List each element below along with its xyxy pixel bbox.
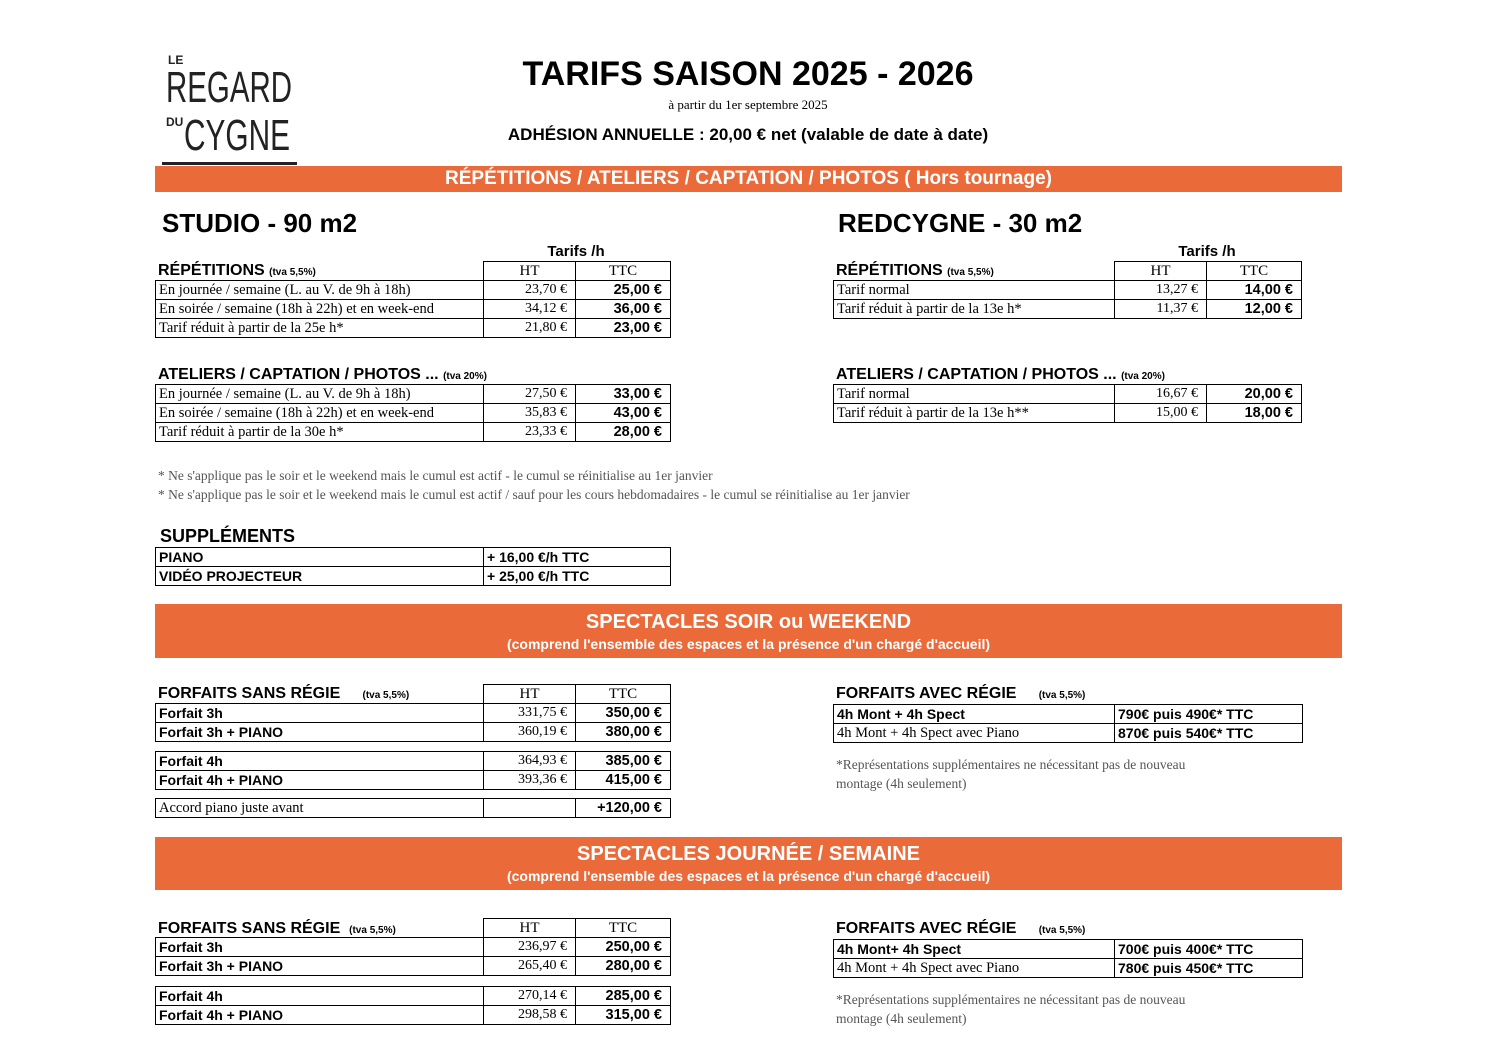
- price-ttc: 285,00 €: [576, 987, 671, 1006]
- redcygne-ateliers-table: [833, 384, 1302, 423]
- soir-avec-regie-table: [833, 704, 1303, 743]
- table-row: [156, 300, 671, 319]
- price-ht: 265,40 €: [484, 957, 576, 976]
- band-title: SPECTACLES JOURNÉE / SEMAINE: [576, 843, 921, 865]
- table-header-row: [156, 262, 671, 281]
- row-label: 4h Mont + 4h Spect avec Piano: [834, 724, 1115, 743]
- col-ht: HT: [1115, 262, 1207, 281]
- price-ht: 331,75 €: [484, 704, 576, 723]
- table-row: [156, 548, 671, 567]
- table-header-row: [156, 919, 671, 938]
- studio-ateliers-heading: [158, 366, 487, 384]
- table-row: [834, 300, 1302, 319]
- tva-note: (tva 20%): [443, 371, 487, 382]
- row-price: 700€ puis 400€* TTC: [1115, 940, 1303, 959]
- table-row: [156, 987, 671, 1006]
- row-label: Forfait 4h + PIANO: [156, 1006, 484, 1025]
- col-ttc: TTC: [1207, 262, 1302, 281]
- price-ttc: 23,00 €: [576, 319, 671, 338]
- table-row: [156, 281, 671, 300]
- footnote-1: * Ne s'applique pas le soir et le weekend mais le cumul est actif - le cumul se réinitialise au 1er janvier: [158, 468, 713, 483]
- row-label: VIDÉO PROJECTEUR: [156, 567, 484, 586]
- row-label: Tarif normal: [834, 281, 1115, 300]
- table-row: [834, 705, 1303, 724]
- table-row: [156, 1006, 671, 1025]
- price-ttc: 25,00 €: [576, 281, 671, 300]
- price-ttc: +120,00 €: [576, 799, 671, 818]
- row-label: Forfait 4h + PIANO: [156, 771, 484, 790]
- row-label: Tarif normal: [834, 385, 1115, 404]
- tva-note: (tva 5,5%): [349, 925, 396, 936]
- heading-text: FORFAITS SANS RÉGIE: [158, 920, 341, 937]
- price-ttc: 43,00 €: [576, 404, 671, 423]
- band-subtitle: (comprend l'ensemble des espaces et la présence d'un chargé d'accueil): [506, 636, 991, 652]
- tva-note: (tva 5,5%): [362, 690, 410, 701]
- price-ttc: 20,00 €: [1207, 385, 1302, 404]
- redcygne-title: REDCYGNE - 30 m2: [838, 208, 1083, 238]
- table-row: [156, 752, 671, 771]
- price-ht: 21,80 €: [484, 319, 576, 338]
- soir-sans-regie-table: [155, 684, 671, 742]
- price-ttc: 380,00 €: [576, 723, 671, 742]
- studio-repetitions-table: [155, 261, 671, 338]
- row-label: Tarif réduit à partir de la 30e h*: [156, 423, 484, 442]
- price-ht: 15,00 €: [1115, 404, 1207, 423]
- price-ttc: 280,00 €: [576, 957, 671, 976]
- row-price: 870€ puis 540€* TTC: [1115, 724, 1303, 743]
- price-ht: 13,27 €: [1115, 281, 1207, 300]
- row-label: Forfait 4h: [156, 752, 484, 771]
- page-subtitle: à partir du 1er septembre 2025: [668, 97, 828, 112]
- price-ht: 34,12 €: [484, 300, 576, 319]
- logo-regard: REGARD: [166, 63, 292, 112]
- price-ttc: 14,00 €: [1207, 281, 1302, 300]
- soir-avec-regie-note: *Représentations supplémentaires ne nécessitant pas de nouveau montage (4h seulement): [836, 757, 1186, 791]
- supplements-heading: SUPPLÉMENTS: [160, 526, 296, 546]
- price-ttc: 28,00 €: [576, 423, 671, 442]
- journee-avec-regie-heading: [836, 920, 1085, 938]
- col-ttc: TTC: [576, 262, 671, 281]
- table-row: [156, 704, 671, 723]
- heading-text: FORFAITS AVEC RÉGIE: [836, 920, 1017, 937]
- price-ht: 360,19 €: [484, 723, 576, 742]
- heading-text: RÉPÉTITIONS: [836, 262, 943, 279]
- row-label: 4h Mont+ 4h Spect: [834, 940, 1115, 959]
- row-label: En soirée / semaine (18h à 22h) et en week-end: [156, 404, 484, 423]
- supplements-table: [155, 547, 671, 586]
- table-row: [156, 938, 671, 957]
- heading-text: FORFAITS AVEC RÉGIE: [836, 685, 1017, 702]
- table-row: [834, 404, 1302, 423]
- studio-title: STUDIO - 90 m2: [162, 208, 358, 238]
- price-ttc: 415,00 €: [576, 771, 671, 790]
- page-title: TARIFS SAISON 2025 - 2026: [522, 55, 974, 93]
- price-ht: 298,58 €: [484, 1006, 576, 1025]
- row-label: Tarif réduit à partir de la 13e h*: [834, 300, 1115, 319]
- section-band-journee: [155, 837, 1342, 890]
- price-ttc: 33,00 €: [576, 385, 671, 404]
- row-label: 4h Mont + 4h Spect: [834, 705, 1115, 724]
- price-ht: 23,33 €: [484, 423, 576, 442]
- band-subtitle: (comprend l'ensemble des espaces et la présence d'un chargé d'accueil): [506, 868, 991, 884]
- col-ht: HT: [484, 919, 576, 938]
- studio-ateliers-table: [155, 384, 671, 442]
- empty-cell: [156, 262, 484, 281]
- journee-avec-regie-note: *Représentations supplémentaires ne nécessitant pas de nouveau montage (4h seulement): [836, 992, 1186, 1026]
- table-header-row: [834, 262, 1302, 281]
- row-label: Forfait 3h + PIANO: [156, 723, 484, 742]
- heading-text: RÉPÉTITIONS: [158, 262, 265, 279]
- heading-text: FORFAITS SANS RÉGIE: [158, 685, 341, 702]
- piano-tuning-table: [155, 798, 671, 818]
- table-row: [156, 957, 671, 976]
- table-row: [156, 319, 671, 338]
- row-price: + 16,00 €/h TTC: [484, 548, 671, 567]
- price-ttc: 12,00 €: [1207, 300, 1302, 319]
- price-ht: 16,67 €: [1115, 385, 1207, 404]
- price-ttc: 350,00 €: [576, 704, 671, 723]
- table-header-row: [156, 685, 671, 704]
- membership-fee: ADHÉSION ANNUELLE : 20,00 € net (valable de date à date): [507, 125, 989, 144]
- logo: [162, 50, 297, 168]
- price-ttc: 250,00 €: [576, 938, 671, 957]
- price-ttc: 385,00 €: [576, 752, 671, 771]
- row-label: Accord piano juste avant: [156, 799, 484, 818]
- journee-avec-regie-table: [833, 939, 1303, 978]
- tva-note: (tva 5,5%): [269, 267, 316, 278]
- row-label: Tarif réduit à partir de la 13e h**: [834, 404, 1115, 423]
- table-row: [834, 724, 1303, 743]
- table-row: [834, 385, 1302, 404]
- price-ht: 364,93 €: [484, 752, 576, 771]
- col-ht: HT: [484, 685, 576, 704]
- row-label: En journée / semaine (L. au V. de 9h à 18h): [156, 385, 484, 404]
- row-label: Forfait 4h: [156, 987, 484, 1006]
- tva-note: (tva 20%): [1121, 371, 1165, 382]
- redcygne-ateliers-heading: [836, 366, 1165, 384]
- logo-le: LE: [168, 53, 184, 67]
- row-label: En journée / semaine (L. au V. de 9h à 18h): [156, 281, 484, 300]
- soir-sans-regie-table-4h: [155, 751, 671, 790]
- footnote-2: * Ne s'applique pas le soir et le weekend mais le cumul est actif / sauf pour les cours hebdomadaires - le cumul se réinitialise au 1er janvier: [158, 487, 910, 502]
- price-ht: 270,14 €: [484, 987, 576, 1006]
- empty-cell: [834, 262, 1115, 281]
- journee-sans-regie-table: [155, 918, 671, 976]
- table-row: [156, 723, 671, 742]
- table-row: [834, 281, 1302, 300]
- col-ht: HT: [484, 262, 576, 281]
- table-row: [834, 959, 1303, 978]
- col-ttc: TTC: [576, 685, 671, 704]
- price-ttc: 36,00 €: [576, 300, 671, 319]
- soir-avec-regie-heading: [836, 685, 1085, 703]
- heading-text: ATELIERS / CAPTATION / PHOTOS ...: [836, 366, 1117, 383]
- tva-note: (tva 5,5%): [1038, 690, 1086, 701]
- price-ht: 27,50 €: [484, 385, 576, 404]
- price-ttc: 18,00 €: [1207, 404, 1302, 423]
- redcygne-repetitions-table: [833, 261, 1302, 319]
- price-ht: 236,97 €: [484, 938, 576, 957]
- redcygne-tarifs-label: Tarifs /h: [1178, 243, 1236, 260]
- price-ht: 35,83 €: [484, 404, 576, 423]
- tva-note: (tva 5,5%): [947, 267, 994, 278]
- table-row: [156, 771, 671, 790]
- logo-cygne: CYGNE: [184, 111, 290, 160]
- section-band-soir: [155, 604, 1342, 658]
- row-label: En soirée / semaine (18h à 22h) et en week-end: [156, 300, 484, 319]
- row-label: Forfait 3h: [156, 704, 484, 723]
- section-band-repetitions: [155, 166, 1342, 192]
- band-title: RÉPÉTITIONS / ATELIERS / CAPTATION / PHOTOS ( Hors tournage): [445, 168, 1052, 189]
- row-price: + 25,00 €/h TTC: [484, 567, 671, 586]
- price-ht: 11,37 €: [1115, 300, 1207, 319]
- journee-sans-regie-table-4h: [155, 986, 671, 1025]
- col-ttc: TTC: [576, 919, 671, 938]
- band-title: SPECTACLES SOIR ou WEEKEND: [585, 611, 912, 633]
- table-row: [156, 385, 671, 404]
- row-price: 780€ puis 450€* TTC: [1115, 959, 1303, 978]
- empty-cell: [156, 919, 484, 938]
- table-row: [156, 404, 671, 423]
- row-label: Forfait 3h: [156, 938, 484, 957]
- table-row: [156, 423, 671, 442]
- table-row: [834, 940, 1303, 959]
- price-ht: 23,70 €: [484, 281, 576, 300]
- tva-note: (tva 5,5%): [1038, 925, 1086, 936]
- empty-cell: [156, 685, 484, 704]
- studio-tarifs-label: Tarifs /h: [547, 243, 605, 260]
- table-row: [156, 567, 671, 586]
- heading-text: ATELIERS / CAPTATION / PHOTOS ...: [158, 366, 439, 383]
- empty-cell: [484, 799, 576, 818]
- table-row: [156, 799, 671, 818]
- row-label: PIANO: [156, 548, 484, 567]
- price-ht: 393,36 €: [484, 771, 576, 790]
- row-label: Forfait 3h + PIANO: [156, 957, 484, 976]
- price-ttc: 315,00 €: [576, 1006, 671, 1025]
- row-price: 790€ puis 490€* TTC: [1115, 705, 1303, 724]
- logo-graphic: [162, 50, 297, 168]
- logo-du: DU: [166, 115, 184, 129]
- row-label: 4h Mont + 4h Spect avec Piano: [834, 959, 1115, 978]
- row-label: Tarif réduit à partir de la 25e h*: [156, 319, 484, 338]
